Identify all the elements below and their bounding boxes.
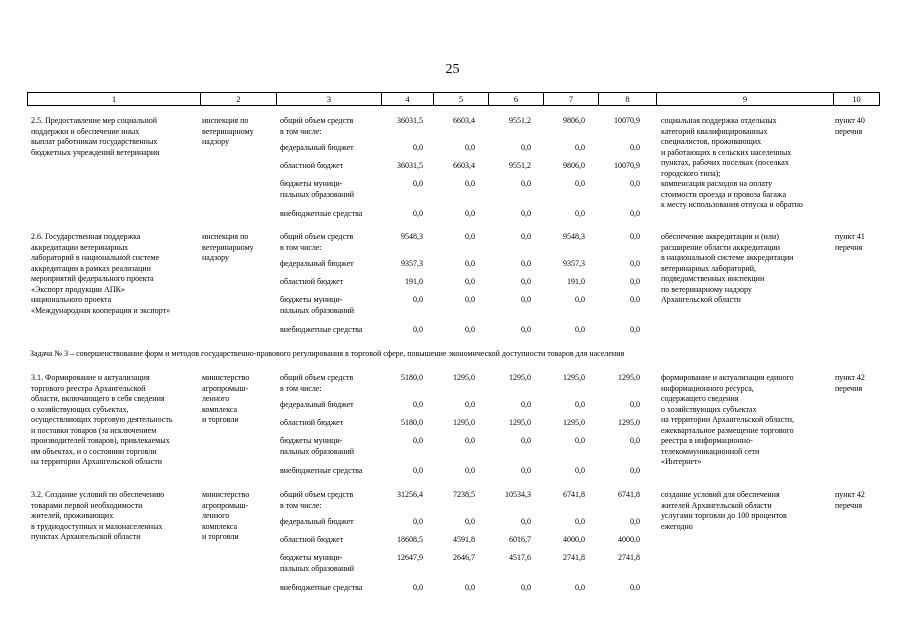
result-line: жителей Архангельской области (661, 500, 772, 510)
activity-line: 3.1. Формирование и актуализация (31, 373, 150, 382)
value-cell: 0,0 (630, 466, 640, 475)
source-label: общий объем средств (280, 116, 354, 125)
value-cell: 9551,2 (509, 161, 531, 170)
value-cell: 0,0 (465, 400, 475, 409)
source-label: внебюджетные средства (280, 325, 363, 334)
value-cell: 0,0 (630, 209, 640, 218)
activity-line: в труднодоступных и малонаселенных (31, 521, 163, 531)
value-cell: 0,0 (465, 295, 475, 304)
value-cell: 191,0 (567, 277, 585, 286)
executor-line: министерство (202, 373, 250, 382)
value-cell: 0,0 (521, 466, 531, 475)
value-cell: 0,0 (413, 209, 423, 218)
value-cell: 0,0 (575, 466, 585, 475)
source-label: пальных образований (280, 189, 354, 199)
value-cell: 9548,3 (401, 232, 423, 241)
source-label: в том числе: (280, 500, 322, 510)
executor-line: ветеринарному (202, 126, 254, 136)
activity-line: бюджетных учреждений ветеринарии (31, 147, 160, 157)
value-cell: 6741,8 (618, 490, 640, 499)
activity-line: «Международная кооперация и экспорт» (31, 305, 171, 315)
source-label: бюджеты муници- (280, 553, 343, 562)
header-col-7: 7 (543, 93, 598, 105)
activity-line: лабораторий в национальной системе (31, 253, 160, 262)
activity-line: «Экспорт продукции АПК» (31, 284, 125, 294)
activity-line: торгового реестра Архангельской (31, 383, 146, 393)
value-cell: 0,0 (521, 232, 531, 241)
result-line: ежегодно (661, 521, 693, 531)
value-cell: 0,0 (521, 583, 531, 592)
value-cell: 31256,4 (397, 490, 423, 499)
source-label: федеральный бюджет (280, 259, 354, 268)
source-label: общий объем средств (280, 490, 354, 499)
value-cell: 0,0 (630, 436, 640, 445)
executor-line: комплекса (202, 521, 238, 531)
source-label: внебюджетные средства (280, 209, 363, 218)
source-label: в том числе: (280, 126, 322, 136)
activity-line: выплат работникам государственных (31, 137, 158, 146)
result-line: на территории Архангельской области, (661, 415, 795, 424)
reference-line: пункт 42 (835, 490, 865, 499)
value-cell: 1295,0 (453, 373, 475, 382)
result-line: создание условий для обеспечения (661, 490, 780, 499)
value-cell: 0,0 (465, 517, 475, 526)
executor-line: ленного (202, 511, 230, 520)
result-line: информационного ресурса, (661, 383, 754, 393)
value-cell: 0,0 (630, 232, 640, 241)
result-line: социальная поддержка отдельных (661, 116, 777, 125)
executor-line: надзору (202, 253, 230, 262)
value-cell: 191,0 (405, 277, 423, 286)
source-label: в том числе: (280, 242, 322, 252)
value-cell: 10070,9 (614, 161, 640, 170)
source-label: бюджеты муници- (280, 436, 343, 445)
result-line: содержащего сведения (661, 394, 739, 403)
source-label: федеральный бюджет (280, 143, 354, 152)
source-label: внебюджетные средства (280, 583, 363, 592)
activity-line: области, включающего в себя сведения (31, 394, 165, 403)
value-cell: 0,0 (575, 436, 585, 445)
activity-line: товарами первой необходимости (31, 500, 143, 510)
value-cell: 0,0 (465, 179, 475, 188)
source-label: федеральный бюджет (280, 400, 354, 409)
executor-line: и торговли (202, 415, 239, 424)
value-cell: 0,0 (465, 143, 475, 152)
header-col-4: 4 (381, 93, 433, 105)
value-cell: 0,0 (413, 179, 423, 188)
header-col-1: 1 (111, 94, 117, 104)
value-cell: 1295,0 (618, 418, 640, 427)
source-label: пальных образований (280, 305, 354, 315)
value-cell: 0,0 (521, 277, 531, 286)
source-label: общий объем средств (280, 232, 354, 241)
activity-line: национального проекта (31, 295, 112, 304)
header-col-10: 10 (833, 93, 879, 105)
source-label: областной бюджет (280, 161, 344, 170)
result-line: стоимости проезда и провоза багажа (661, 189, 787, 199)
value-cell: 0,0 (413, 143, 423, 152)
executor-line: инспекция по (202, 116, 249, 125)
value-cell: 7238,5 (453, 490, 475, 499)
header-col-6: 6 (488, 93, 543, 105)
source-label: бюджеты муници- (280, 179, 343, 188)
value-cell: 4000,0 (563, 535, 585, 544)
value-cell: 0,0 (630, 400, 640, 409)
header-col-3: 3 (276, 93, 381, 105)
value-cell: 1295,0 (509, 418, 531, 427)
value-cell: 0,0 (521, 295, 531, 304)
executor-line: комплекса (202, 404, 238, 414)
value-cell: 0,0 (630, 143, 640, 152)
value-cell: 12647,9 (397, 553, 423, 562)
value-cell: 5180,0 (401, 373, 423, 382)
value-cell: 0,0 (521, 325, 531, 334)
result-line: Архангельской области (661, 295, 741, 304)
result-line: по ветеринарному надзору (661, 284, 752, 294)
result-line: обеспечение аккредитации и (или) (661, 232, 779, 241)
value-cell: 9806,0 (563, 161, 585, 170)
result-line: услугами торговли до 100 процентов (661, 511, 787, 520)
value-cell: 10534,3 (505, 490, 531, 499)
result-line: расширение области аккредитации (661, 242, 781, 252)
activity-line: мероприятий федерального проекта (31, 274, 154, 283)
value-cell: 0,0 (630, 517, 640, 526)
value-cell: 4517,6 (509, 553, 531, 562)
result-line: о хозяйствующих субъектах (661, 404, 757, 414)
header-col-8: 8 (598, 93, 656, 105)
value-cell: 0,0 (521, 436, 531, 445)
value-cell: 0,0 (575, 517, 585, 526)
activity-line: пунктах Архангельской области (31, 532, 141, 541)
source-label: в том числе: (280, 383, 322, 393)
result-line: пунктах, рабочих поселках (поселках (661, 158, 789, 167)
value-cell: 0,0 (630, 277, 640, 286)
value-cell: 9806,0 (563, 116, 585, 125)
value-cell: 2741,8 (563, 553, 585, 562)
value-cell: 0,0 (521, 517, 531, 526)
activity-line: о хозяйствующих субъектах, (31, 404, 129, 414)
activity-line: на территории Архангельской области (31, 457, 163, 466)
result-line: «Интернет» (661, 457, 702, 466)
result-line: подведомственных инспекции (661, 274, 765, 283)
value-cell: 9548,3 (563, 232, 585, 241)
reference-line: перечня (835, 383, 863, 393)
source-label: внебюджетные средства (280, 466, 363, 475)
page-number: 25 (445, 62, 460, 77)
value-cell: 0,0 (521, 259, 531, 268)
result-line: категорий квалифицированных (661, 126, 768, 136)
executor-line: министерство (202, 490, 250, 499)
value-cell: 0,0 (413, 583, 423, 592)
source-label: общий объем средств (280, 373, 354, 382)
reference-line: пункт 40 (835, 116, 865, 125)
value-cell: 0,0 (575, 583, 585, 592)
result-line: в национальной системе аккредитации (661, 253, 794, 262)
value-cell: 0,0 (465, 436, 475, 445)
result-line: специалистов, проживающих (661, 137, 762, 146)
value-cell: 0,0 (521, 209, 531, 218)
value-cell: 9357,3 (563, 259, 585, 268)
executor-line: агропромыш- (202, 383, 249, 393)
executor-line: ветеринарному (202, 242, 254, 252)
value-cell: 10070,9 (614, 116, 640, 125)
result-line: формирование и актуализация единого (661, 373, 794, 382)
source-label: областной бюджет (280, 418, 344, 427)
value-cell: 18608,5 (397, 535, 423, 544)
source-label: пальных образований (280, 446, 354, 456)
activity-line: им объектах, и о состоянии торговли (31, 446, 157, 456)
value-cell: 1295,0 (563, 418, 585, 427)
value-cell: 0,0 (413, 400, 423, 409)
value-cell: 4000,0 (618, 535, 640, 544)
value-cell: 0,0 (465, 259, 475, 268)
value-cell: 6741,8 (563, 490, 585, 499)
activity-line: жителей, проживающих (31, 511, 114, 520)
reference-line: пункт 41 (835, 232, 865, 241)
result-line: городского типа); (661, 168, 721, 178)
value-cell: 1295,0 (563, 373, 585, 382)
header-col-9: 9 (656, 93, 833, 105)
activity-line: аккредитации ветеринарных (31, 242, 129, 252)
value-cell: 6603,4 (453, 161, 475, 170)
value-cell: 0,0 (630, 583, 640, 592)
source-label: областной бюджет (280, 277, 344, 286)
value-cell: 0,0 (575, 295, 585, 304)
executor-line: надзору (202, 137, 230, 146)
executor-line: и торговли (202, 532, 239, 541)
value-cell: 1295,0 (618, 373, 640, 382)
value-cell: 0,0 (521, 179, 531, 188)
reference-line: перечня (835, 500, 863, 510)
result-line: компенсация расходов на оплату (661, 179, 773, 188)
result-line: ветеринарных лабораторий, (661, 263, 757, 273)
value-cell: 0,0 (575, 179, 585, 188)
source-label: пальных образований (280, 563, 354, 573)
value-cell: 0,0 (413, 325, 423, 334)
reference-line: пункт 42 (835, 373, 865, 382)
value-cell: 0,0 (465, 325, 475, 334)
value-cell: 1295,0 (453, 418, 475, 427)
value-cell: 2741,8 (618, 553, 640, 562)
value-cell: 0,0 (465, 209, 475, 218)
executor-line: ленного (202, 394, 230, 403)
result-line: реестра в информационно- (661, 436, 753, 445)
value-cell: 4591,8 (453, 535, 475, 544)
value-cell: 9551,2 (509, 116, 531, 125)
result-line: к месту использования отпуска и обратно (661, 200, 803, 209)
value-cell: 9357,3 (401, 259, 423, 268)
activity-line: поддержки и обеспечение иных (31, 126, 140, 136)
activity-line: 2.6. Государственная поддержка (31, 232, 141, 241)
activity-line: 3.2. Создание условий по обеспечению (31, 490, 165, 499)
value-cell: 0,0 (465, 466, 475, 475)
executor-line: агропромыш- (202, 500, 249, 510)
value-cell: 0,0 (413, 436, 423, 445)
value-cell: 6603,4 (453, 116, 475, 125)
source-label: бюджеты муници- (280, 295, 343, 304)
value-cell: 0,0 (630, 259, 640, 268)
value-cell: 0,0 (630, 295, 640, 304)
value-cell: 6016,7 (509, 535, 531, 544)
value-cell: 0,0 (465, 232, 475, 241)
activity-line: производителей товаров), привлекаемых (31, 436, 170, 445)
value-cell: 0,0 (630, 325, 640, 334)
reference-line: перечня (835, 126, 863, 136)
result-line: телекоммуникационной сети (661, 446, 760, 456)
value-cell: 0,0 (465, 583, 475, 592)
value-cell: 0,0 (465, 277, 475, 286)
header-col-2: 2 (200, 93, 276, 105)
activity-line: аккредитации в рамках реализации (31, 263, 151, 273)
value-cell: 2646,7 (453, 553, 475, 562)
value-cell: 0,0 (630, 179, 640, 188)
activity-line: осуществляющих торговую деятельность (31, 415, 173, 424)
reference-line: перечня (835, 242, 863, 252)
value-cell: 0,0 (575, 400, 585, 409)
value-cell: 0,0 (575, 325, 585, 334)
value-cell: 1295,0 (509, 373, 531, 382)
value-cell: 0,0 (521, 400, 531, 409)
source-label: областной бюджет (280, 535, 344, 544)
value-cell: 0,0 (521, 143, 531, 152)
value-cell: 5180,0 (401, 418, 423, 427)
executor-line: инспекция по (202, 232, 249, 241)
value-cell: 0,0 (575, 209, 585, 218)
activity-line: и поставки товаров (за исключением (31, 425, 157, 435)
result-line: ежеквартальное размещение торгового (661, 425, 794, 435)
value-cell: 0,0 (575, 143, 585, 152)
activity-line: 2.5. Предоставление мер социальной (31, 116, 158, 125)
value-cell: 0,0 (413, 517, 423, 526)
source-label: федеральный бюджет (280, 517, 354, 526)
value-cell: 0,0 (413, 295, 423, 304)
result-line: и работающих в сельских населенных (661, 147, 792, 157)
header-col-5: 5 (433, 93, 488, 105)
value-cell: 0,0 (413, 466, 423, 475)
task-heading: Задача № 3 – совершенствование форм и методов государственно-правового регулирования в торговой сфере, повышение экономической доступности товаров для населения (30, 349, 625, 358)
value-cell: 36031,5 (397, 116, 423, 125)
value-cell: 36031,5 (397, 161, 423, 170)
